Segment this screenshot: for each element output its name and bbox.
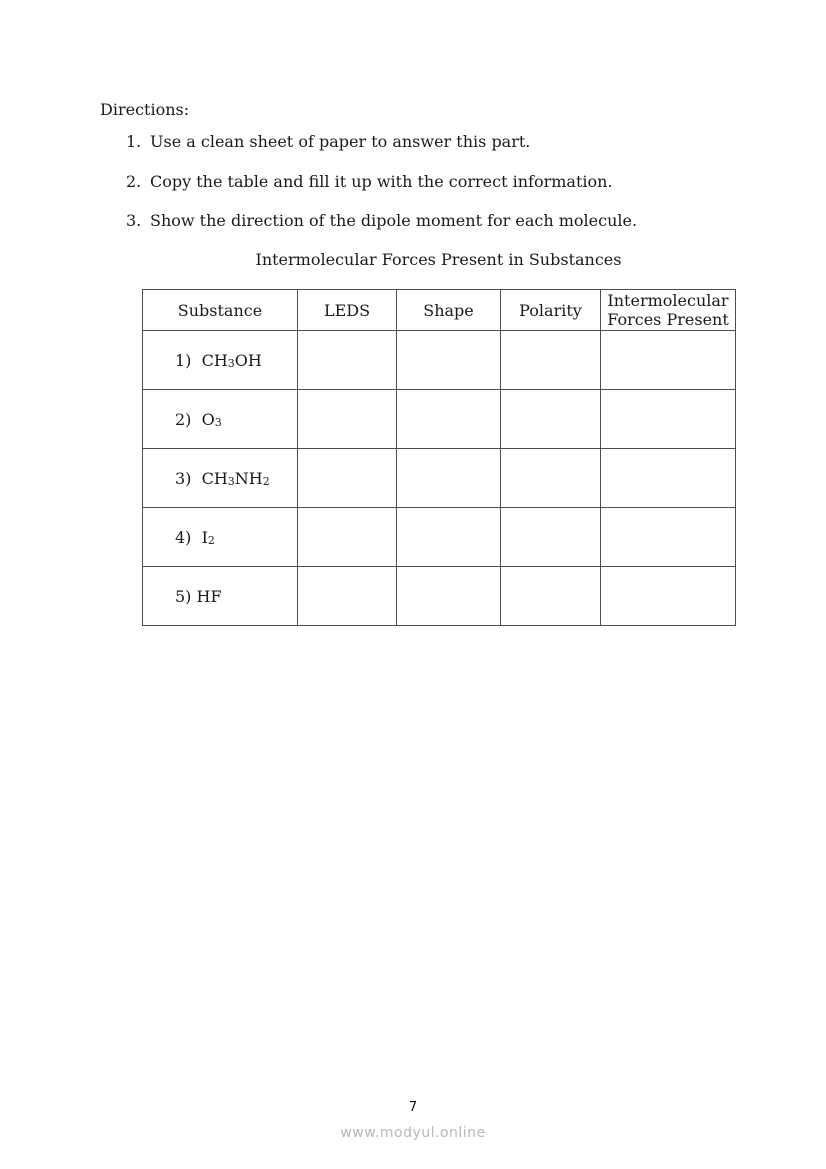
- substance-cell: [143, 567, 298, 626]
- formula-subscript: 3: [227, 356, 235, 370]
- shape-cell[interactable]: [397, 508, 501, 567]
- formula-part: NH: [234, 468, 263, 488]
- substance-cell: [143, 449, 298, 508]
- leds-cell[interactable]: [298, 508, 397, 567]
- polarity-cell[interactable]: [501, 331, 601, 390]
- direction-number: 1.: [126, 132, 142, 151]
- direction-text: Show the direction of the dipole moment for each molecule.: [150, 211, 638, 230]
- imf-cell[interactable]: [601, 567, 736, 626]
- direction-item: [126, 211, 637, 251]
- direction-number: 2.: [126, 171, 142, 191]
- row-number: 3): [175, 468, 192, 488]
- formula-subscript: 3: [227, 474, 235, 488]
- formula-part: O: [201, 409, 215, 429]
- shape-cell[interactable]: [397, 331, 501, 390]
- table-row: [143, 331, 736, 390]
- row-number: 2): [175, 409, 192, 429]
- row-number: 4): [175, 527, 192, 547]
- table-header-row: [143, 290, 736, 331]
- leds-cell[interactable]: [298, 331, 397, 390]
- table-row: [143, 449, 736, 508]
- formula-part: HF: [196, 586, 222, 606]
- imf-cell[interactable]: [601, 331, 736, 390]
- formula-subscript: 2: [262, 474, 270, 488]
- polarity-cell[interactable]: [501, 508, 601, 567]
- header-leds: LEDS: [298, 290, 397, 331]
- table-title: Intermolecular Forces Present in Substances: [255, 250, 622, 269]
- formula-part: I: [201, 527, 208, 547]
- directions-heading: Directions:: [100, 100, 190, 119]
- header-polarity: Polarity: [501, 290, 601, 331]
- formula-subscript: 2: [207, 533, 215, 547]
- formula-part: CH: [201, 350, 228, 370]
- page-number: 7: [408, 1100, 418, 1115]
- formula-subscript: 3: [214, 415, 222, 429]
- leds-cell[interactable]: [298, 449, 397, 508]
- watermark: www.modyul.online: [340, 1125, 486, 1141]
- header-imf-line-2: Forces Present: [607, 310, 729, 329]
- direction-number: 3.: [126, 211, 142, 230]
- header-intermolecular-forces: [601, 290, 736, 331]
- substances-table: [142, 289, 736, 626]
- shape-cell[interactable]: [397, 449, 501, 508]
- formula-part: OH: [234, 350, 262, 370]
- header-imf-line-1: Intermolecular: [607, 291, 729, 310]
- leds-cell[interactable]: [298, 390, 397, 449]
- imf-cell[interactable]: [601, 508, 736, 567]
- direction-item: [126, 172, 637, 212]
- shape-cell[interactable]: [397, 567, 501, 626]
- imf-cell[interactable]: [601, 449, 736, 508]
- imf-cell[interactable]: [601, 390, 736, 449]
- substance-cell: [143, 390, 298, 449]
- direction-item: [126, 132, 637, 172]
- polarity-cell[interactable]: [501, 390, 601, 449]
- table-row: [143, 567, 736, 626]
- polarity-cell[interactable]: [501, 449, 601, 508]
- header-substance: Substance: [143, 290, 298, 331]
- row-number: 1): [175, 350, 192, 370]
- row-number: 5): [175, 586, 192, 606]
- shape-cell[interactable]: [397, 390, 501, 449]
- direction-text: Copy the table and fill it up with the correct information.: [150, 171, 613, 191]
- leds-cell[interactable]: [298, 567, 397, 626]
- directions-list: [126, 132, 637, 251]
- formula-part: CH: [201, 468, 228, 488]
- substance-cell: [143, 331, 298, 390]
- direction-text: Use a clean sheet of paper to answer this part.: [150, 132, 531, 151]
- substance-cell: [143, 508, 298, 567]
- header-shape: Shape: [397, 290, 501, 331]
- polarity-cell[interactable]: [501, 567, 601, 626]
- table-row: [143, 508, 736, 567]
- table-row: [143, 390, 736, 449]
